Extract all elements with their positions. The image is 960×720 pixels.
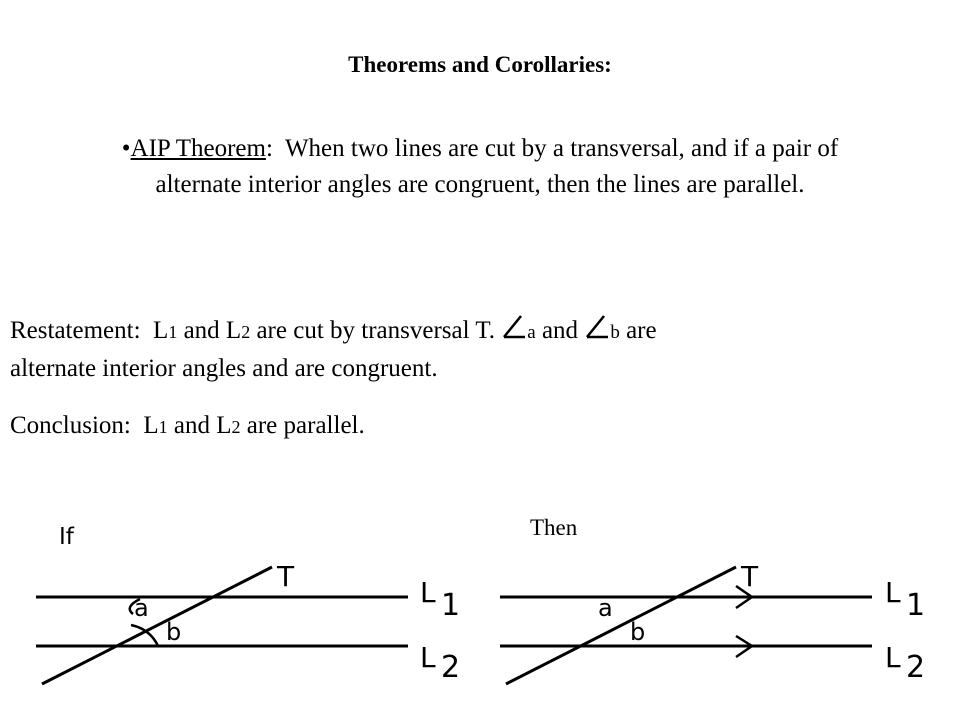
l1-letter: L — [143, 412, 159, 439]
l2-subscript: 2 — [231, 417, 241, 437]
page-title: Theorems and Corollaries: — [348, 52, 612, 77]
restatement-text-1: are cut by transversal T. — [250, 317, 502, 344]
l2-letter: L — [216, 412, 232, 439]
line-l2-number: 2 — [441, 650, 461, 685]
line-l1-letter: L — [420, 576, 436, 609]
line-l1-number: 1 — [906, 588, 926, 623]
and-text: and — [167, 412, 217, 439]
transversal — [42, 567, 272, 684]
l2-letter: L — [225, 317, 242, 344]
angle-b-label: b — [630, 618, 646, 646]
conclusion-label: Conclusion: — [10, 412, 131, 439]
angle-a-label: a — [527, 322, 536, 343]
then-diagram — [500, 560, 925, 685]
conclusion-text: are parallel. — [240, 412, 365, 439]
angle-b-label: b — [166, 618, 182, 646]
theorem-line-2: alternate interior angles are congruent, then the lines are parallel. — [155, 171, 805, 198]
l1-subscript: 1 — [158, 417, 168, 437]
line-l2-letter: L — [420, 641, 436, 674]
restatement-label: Restatement: — [10, 317, 141, 344]
angle-a-label: a — [598, 594, 613, 622]
bullet: • — [121, 135, 131, 162]
angle-a-label: a — [134, 594, 149, 622]
transversal-label: T — [741, 560, 759, 593]
l1-letter: L — [153, 317, 169, 344]
transversal — [506, 567, 736, 684]
l2-subscript: 2 — [241, 322, 251, 342]
line-l2-number: 2 — [906, 650, 926, 685]
theorem-colon: : — [265, 135, 273, 162]
line-l1-letter: L — [885, 576, 901, 609]
l1-subscript: 1 — [168, 322, 178, 342]
theorem-text-1: When two lines are cut by a transversal, and if a pair of — [272, 135, 839, 162]
line-l2-letter: L — [885, 641, 901, 674]
if-diagram — [36, 560, 460, 685]
angle-b-label: b — [610, 322, 620, 343]
transversal-label: T — [277, 560, 295, 593]
and-text-1: and — [177, 317, 226, 344]
if-label: If — [59, 524, 74, 550]
restatement-line-2: alternate interior angles and are congruent. — [10, 355, 438, 382]
restatement-text-2: are — [619, 317, 657, 344]
line-l1-number: 1 — [441, 588, 461, 623]
theorem-name: AIP Theorem — [130, 135, 266, 162]
then-label: Then — [530, 515, 578, 540]
and-text-2: and — [535, 317, 585, 344]
